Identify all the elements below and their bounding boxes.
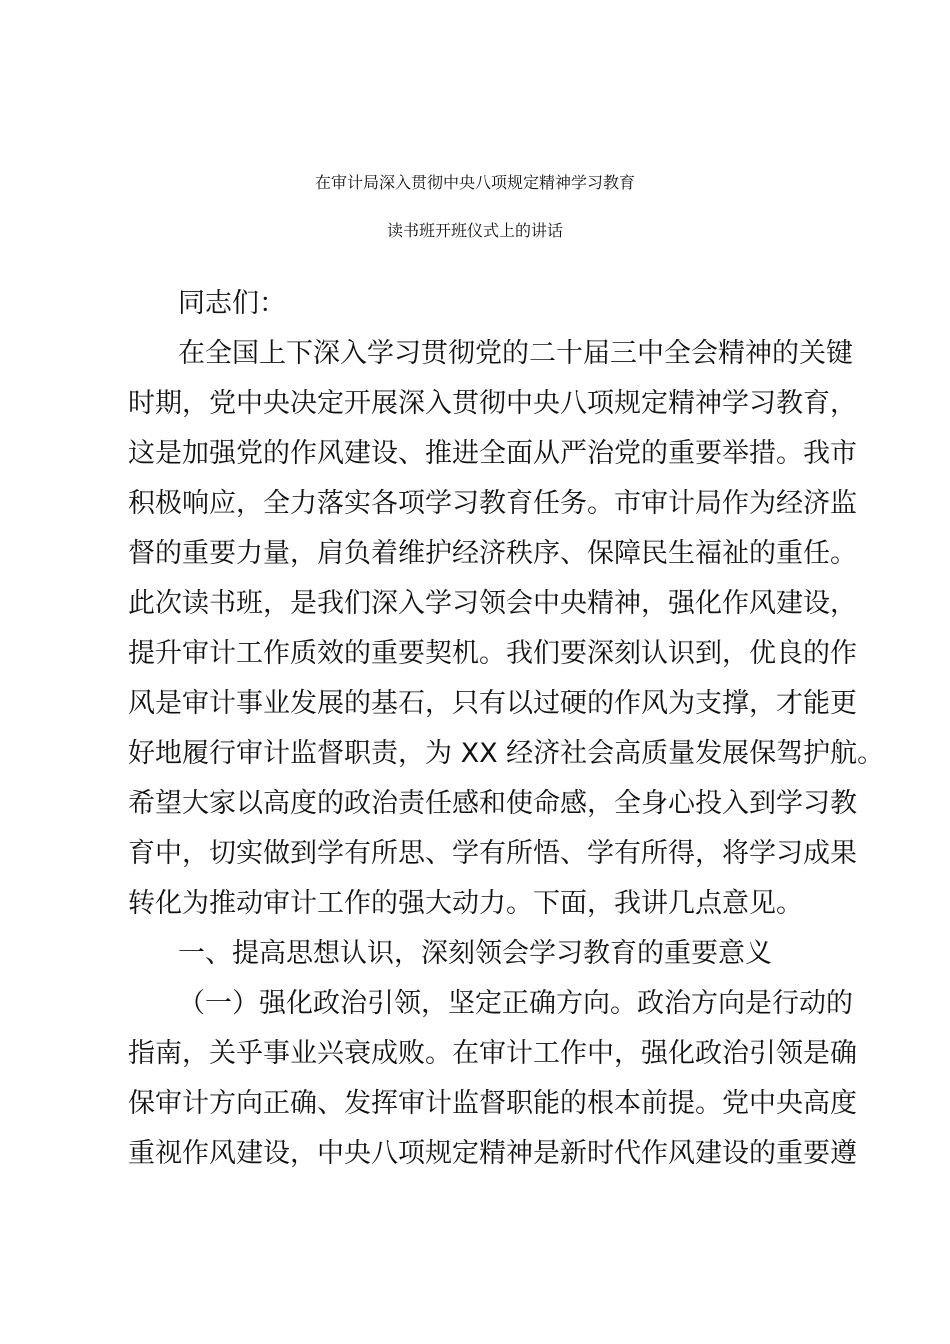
paragraph-1-line: 督的重要力量，肩负着维护经济秩序、保障民生福祉的重任。 — [128, 538, 857, 569]
paragraph-2-line: 保审计方向正确、发挥审计监督职能的根本前提。党中央高度 — [128, 1088, 857, 1119]
salutation: 同志们： — [178, 288, 286, 319]
paragraph-1-line: 好地履行审计监督职责，为 XX 经济社会高质量发展保驾护航。 — [128, 738, 885, 769]
paragraph-1-line: 育中，切实做到学有所思、学有所悟、学有所得，将学习成果 — [128, 838, 857, 869]
section-heading-1: 一、提高思想认识，深刻领会学习教育的重要意义 — [178, 938, 772, 969]
paragraph-1-line: 此次读书班，是我们深入学习领会中央精神，强化作风建设， — [128, 588, 857, 619]
paragraph-2-line: （一）强化政治引领，坚定正确方向。政治方向是行动的 — [178, 988, 853, 1019]
paragraph-2-line: 指南，关乎事业兴衰成败。在审计工作中，强化政治引领是确 — [128, 1038, 857, 1069]
paragraph-2-line: 重视作风建设，中央八项规定精神是新时代作风建设的重要遵 — [128, 1138, 857, 1169]
paragraph-1-line: 时期，党中央决定开展深入贯彻中央八项规定精神学习教育， — [128, 388, 857, 419]
paragraph-1-line: 风是审计事业发展的基石，只有以过硬的作风为支撑，才能更 — [128, 688, 857, 719]
paragraph-1-line: 积极响应，全力落实各项学习教育任务。市审计局作为经济监 — [128, 488, 857, 519]
document-title-line-2: 读书班开班仪式上的讲话 — [386, 221, 563, 240]
paragraph-1-line: 提升审计工作质效的重要契机。我们要深刻认识到，优良的作 — [128, 638, 857, 669]
document-title-line-1: 在审计局深入贯彻中央八项规定精神学习教育 — [314, 173, 635, 192]
paragraph-1-line: 在全国上下深入学习贯彻党的二十届三中全会精神的关键 — [178, 338, 853, 369]
paragraph-1-line: 这是加强党的作风建设、推进全面从严治党的重要举措。我市 — [128, 438, 857, 469]
paragraph-1-line: 希望大家以高度的政治责任感和使命感，全身心投入到学习教 — [128, 788, 857, 819]
paragraph-1-line: 转化为推动审计工作的强大动力。下面，我讲几点意见。 — [128, 888, 803, 919]
